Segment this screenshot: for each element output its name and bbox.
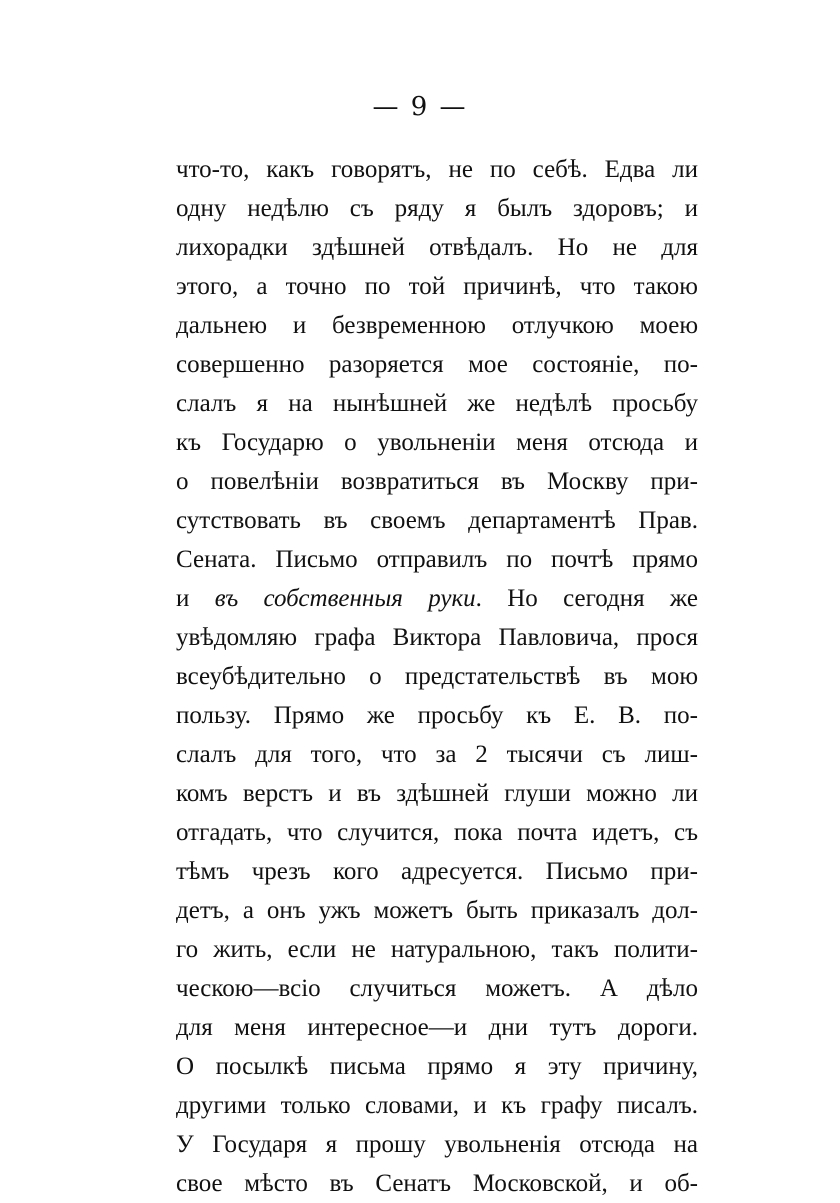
text-line: о повелѣніи возвратиться въ Москву при- <box>176 468 698 495</box>
text-line-with-italic <box>176 579 698 618</box>
text-line: свое мѣсто въ Сенатъ Московской, и об- <box>176 1170 698 1197</box>
body-text <box>176 150 698 1203</box>
text-line: отгадать, что случится, пока почта идетъ, съ <box>176 819 698 846</box>
text-line: что-то, какъ говорятъ, не по себѣ. Едва ли <box>176 156 698 183</box>
italic-phrase: въ собственныя руки <box>214 585 476 612</box>
text-segment: . Но сегодня же <box>475 585 698 612</box>
text-line: ческою—всіо случиться можетъ. А дѣло <box>176 975 698 1002</box>
text-line: сутствовать въ своемъ департаментѣ Прав. <box>176 507 698 534</box>
page-number: — 9 — <box>372 92 468 122</box>
text-line: совершенно разоряется мое состояніе, по- <box>176 351 698 378</box>
text-line: этого, а точно по той причинѣ, что такою <box>176 273 698 300</box>
text-line: одну недѣлю съ ряду я былъ здоровъ; и <box>176 195 698 222</box>
text-line: У Государя я прошу увольненія отсюда на <box>176 1131 698 1158</box>
text-line: лихорадки здѣшней отвѣдалъ. Но не для <box>176 234 698 261</box>
text-line: къ Государю о увольненіи меня отсюда и <box>176 429 698 456</box>
text-line: дальнею и безвременною отлучкою моею <box>176 312 698 339</box>
text-line: всеубѣдительно о предстательствѣ въ мою <box>176 663 698 690</box>
text-line: для меня интересное—и дни тутъ дороги. <box>176 1014 698 1041</box>
text-line: пользу. Прямо же просьбу къ Е. В. по- <box>176 702 698 729</box>
text-line: О посылкѣ письма прямо я эту причину, <box>176 1053 698 1080</box>
text-line: слалъ я на нынѣшней же недѣлѣ просьбу <box>176 390 698 417</box>
text-line: увѣдомляю графа Виктора Павловича, прося <box>176 624 698 651</box>
text-line: тѣмъ чрезъ кого адресуется. Письмо при- <box>176 858 698 885</box>
text-line: комъ верстъ и въ здѣшней глуши можно ли <box>176 780 698 807</box>
text-line: го жить, если не натуральною, такъ полити- <box>176 936 698 963</box>
text-line: Сената. Письмо отправилъ по почтѣ прямо <box>176 546 698 573</box>
text-segment: и <box>176 585 215 612</box>
text-line: другими только словами, и къ графу писалъ. <box>176 1092 698 1119</box>
text-line: слалъ для того, что за 2 тысячи съ лиш- <box>176 741 698 768</box>
text-line: детъ, а онъ ужъ можетъ быть приказалъ дол- <box>176 897 698 924</box>
